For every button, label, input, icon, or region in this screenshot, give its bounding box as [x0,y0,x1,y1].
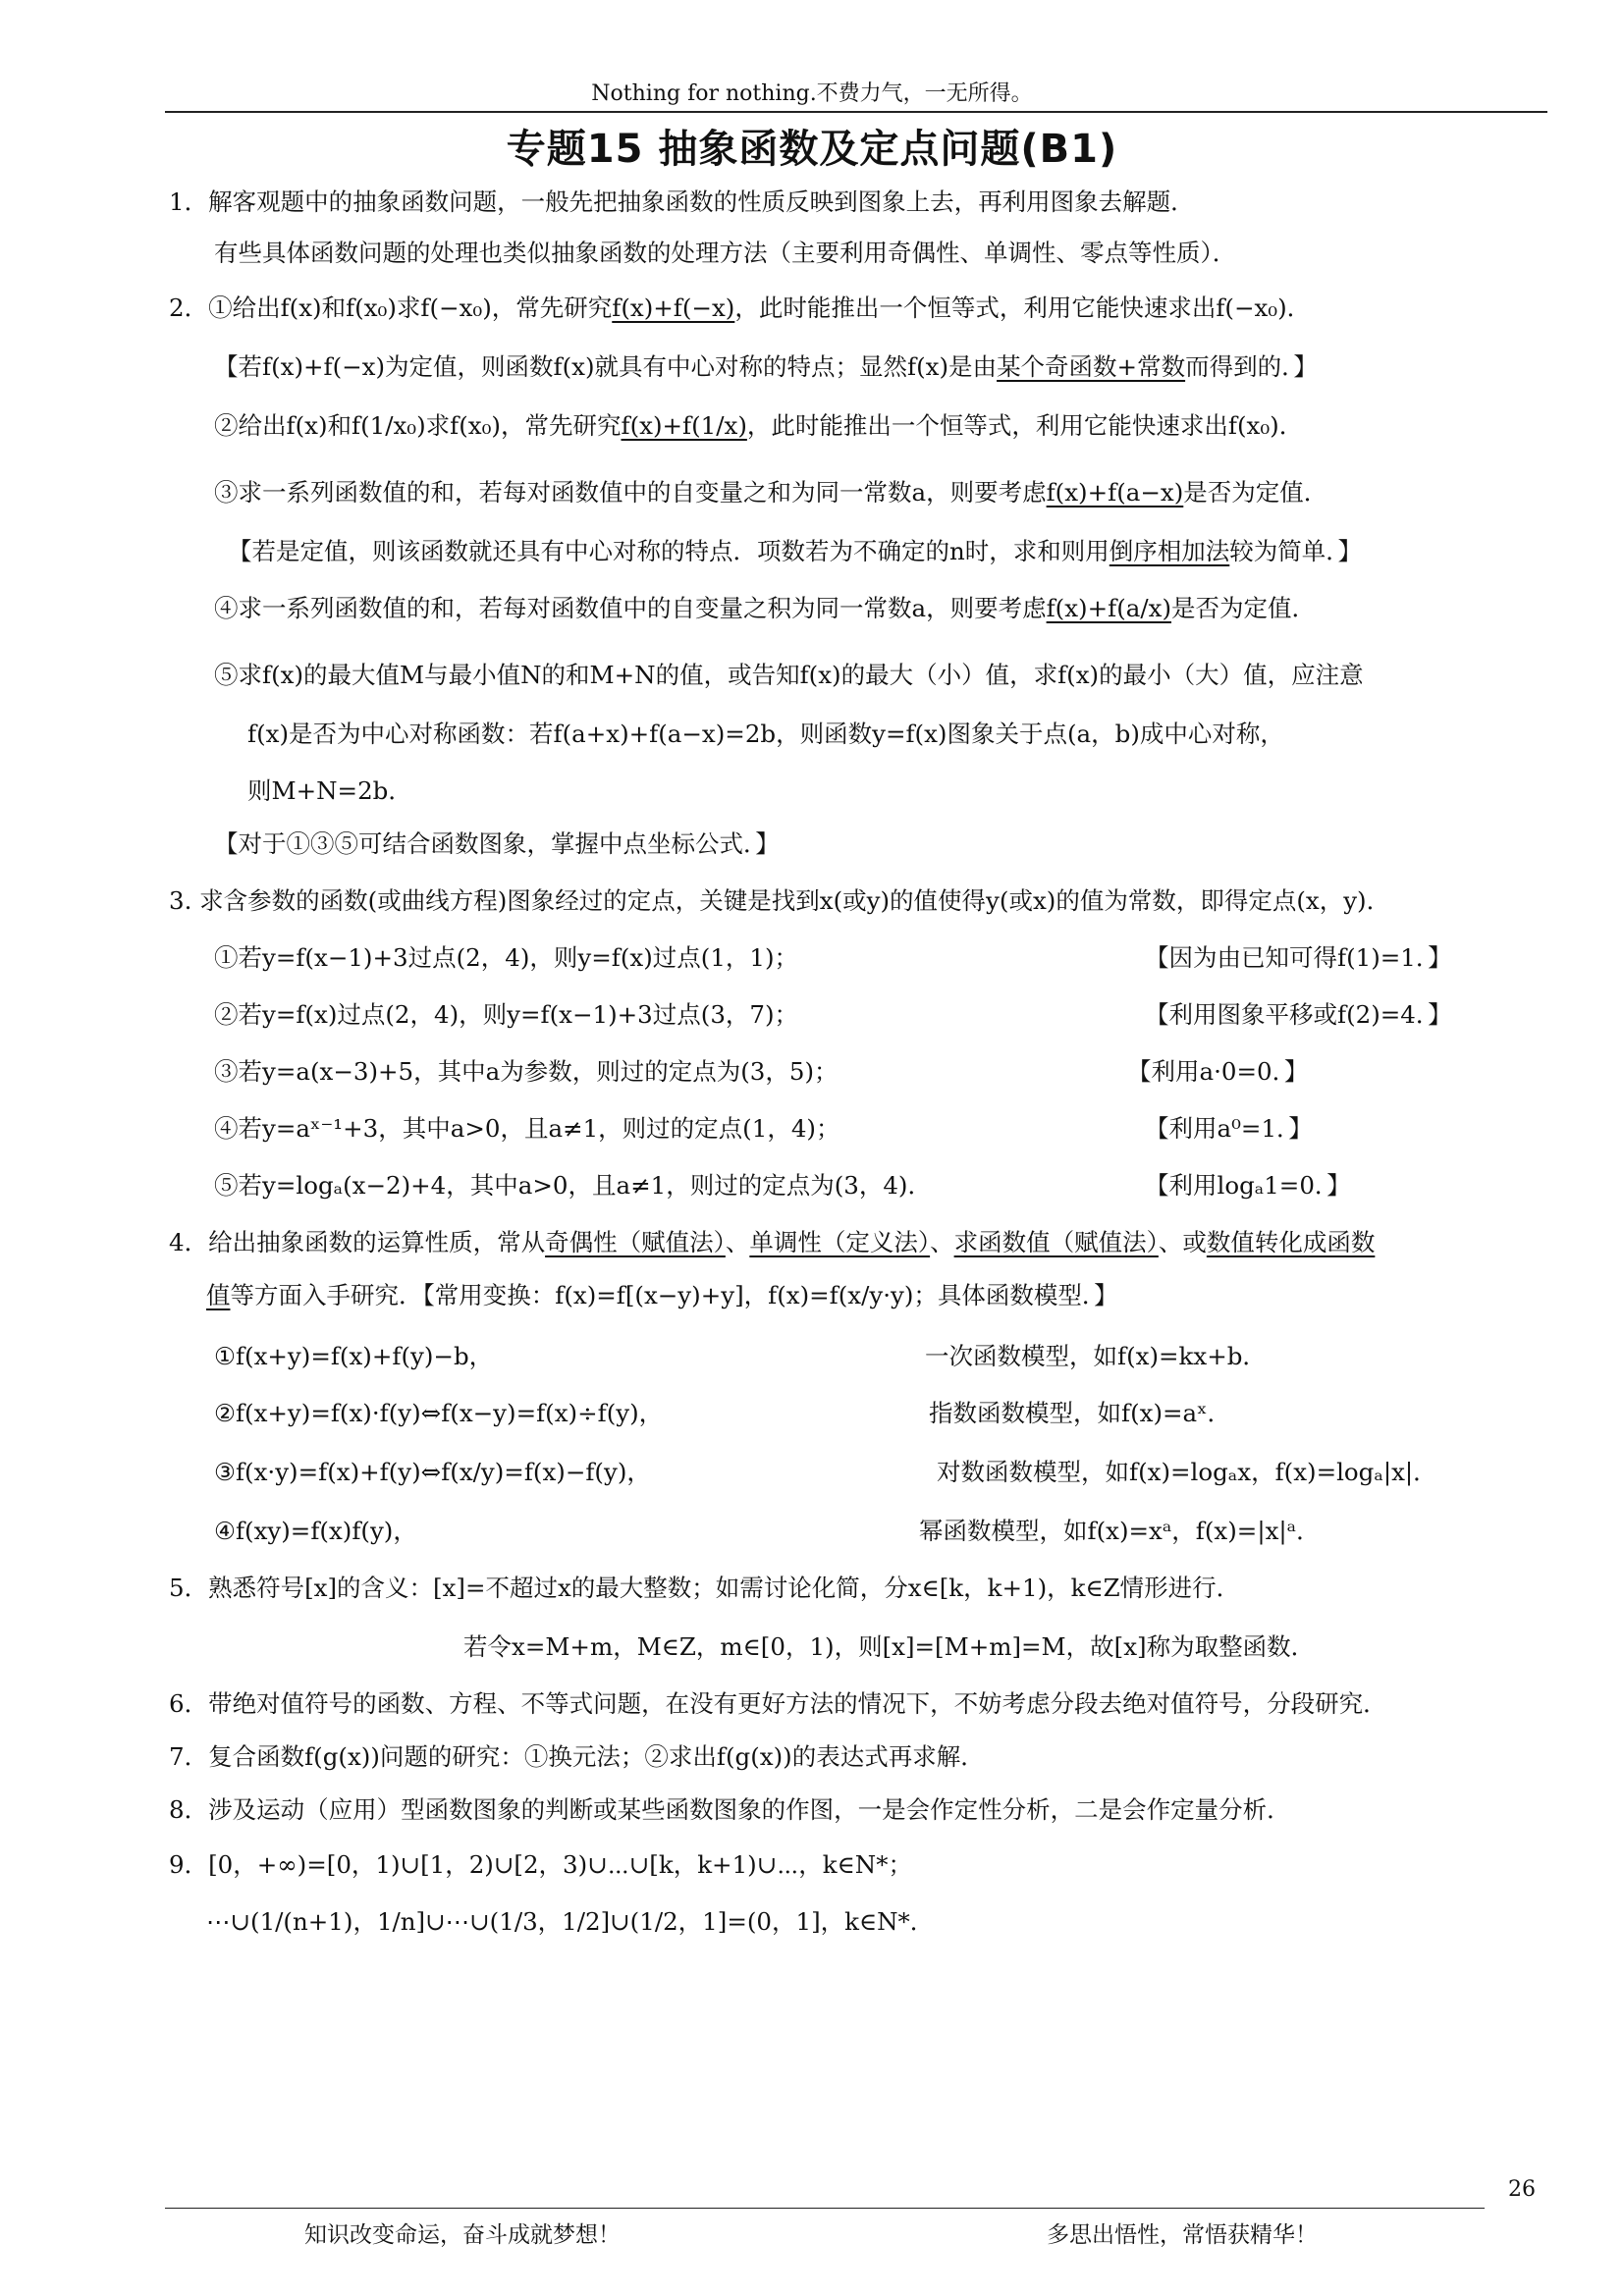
section-3-item-note: 【利用图象平移或f(2)=4．】 [1145,1000,1452,1029]
section-9-line-2: ⋯∪(1/(n+1)，1/n]∪⋯∪(1/3，1/2]∪(1/2，1]=(0，1]，k∈N*． [206,1907,935,1936]
section-4-item-text: ④f(xy)=f(x)f(y)， [214,1517,417,1545]
underlined-phrase: 值 [206,1281,231,1309]
section-3-item-text: ④若y=aˣ⁻¹+3，其中a>0，且a≠1，则过的定点(1，4)； [214,1114,840,1143]
underlined-phrase: 单调性（定义法） [749,1228,931,1256]
section-1-line-1: 1．解客观题中的抽象函数问题，一般先把抽象函数的性质反映到图象上去，再利用图象去解题． [169,187,1195,216]
section-3-item-note: 【利用a·0=0．】 [1127,1057,1309,1086]
section-2-note-1: 【若f(x)+f(−x)为定值，则函数f(x)就具有中心对称的特点；显然f(x)是由某个奇函数+常数而得到的．】 [214,352,1318,381]
section-5-line-2: 若令x=M+m，M∈Z，m∈[0，1)，则[x]=[M+m]=M，故[x]称为取整函数． [463,1632,1316,1661]
underlined-phrase: 倒序相加法 [1109,537,1230,565]
underlined-phrase: 数值转化成函数 [1206,1228,1376,1256]
underlined-expression: f(x)+f(−x) [612,294,735,322]
section-2-point-1: 2．①给出f(x)和f(x₀)求f(−x₀)，常先研究f(x)+f(−x)，此时能推出一个恒等式，利用它能快速求出f(−x₀)． [169,294,1312,322]
footer-left-motto: 知识改变命运，奋斗成就梦想！ [304,2222,621,2248]
section-4-line-1: 4．给出抽象函数的运算性质，常从奇偶性（赋值法）、单调性（定义法）、求函数值（赋值法）、或数值转化成函数 [169,1228,1376,1256]
section-3-item-note: 【利用a⁰=1．】 [1145,1114,1313,1143]
underlined-expression: f(x)+f(a/x) [1046,594,1172,622]
section-3-intro: 3. 求含参数的函数(或曲线方程)图象经过的定点，关键是找到x(或y)的值使得y(或x)的值为常数，即得定点(x，y)． [169,886,1391,915]
section-2-point-2: ②给出f(x)和f(1/x₀)求f(x₀)，常先研究f(x)+f(1/x)，此时能推出一个恒等式，利用它能快速求出f(x₀)． [214,411,1304,440]
page-number: 26 [1508,2177,1536,2202]
header-rule [165,111,1547,113]
footer-right-motto: 多思出悟性，常悟获精华！ [1047,2222,1318,2248]
section-4-item-model: 对数函数模型，如f(x)=logₐx，f(x)=logₐ|x|． [937,1458,1437,1486]
section-5-line-1: 5．熟悉符号[x]的含义：[x]=不超过x的最大整数；如需讨论化简，分x∈[k，k+1)，k∈Z情形进行． [169,1574,1241,1602]
section-4-line-2: 值等方面入手研究．【常用变换：f(x)=f[(x−y)+y]，f(x)=f(x/y·y)；具体函数模型．】 [206,1281,1118,1309]
section-7: 7．复合函数f(g(x))问题的研究：①换元法；②求出f(g(x))的表达式再求解． [169,1742,985,1771]
section-1-line-2: 有些具体函数问题的处理也类似抽象函数的处理方法（主要利用奇偶性、单调性、零点等性质）． [214,239,1237,267]
section-3-item-text: ③若y=a(x−3)+5，其中a为参数，则过的定点为(3，5)； [214,1057,839,1086]
section-3-item-text: ①若y=f(x−1)+3过点(2，4)，则y=f(x)过点(1，1)； [214,943,799,972]
section-3-item-text: ⑤若y=logₐ(x−2)+4，其中a>0，且a≠1，则过的定点为(3，4)． [214,1171,932,1200]
section-2-point-5-line-1: ⑤求f(x)的最大值M与最小值N的和M+N的值，或告知f(x)的最大（小）值，求f(x)的最小（大）值，应注意 [214,661,1364,689]
section-3-item-note: 【利用logₐ1=0．】 [1145,1171,1351,1200]
underlined-phrase: 奇偶性（赋值法） [545,1228,726,1256]
section-2-point-3: ③求一系列函数值的和，若每对函数值中的自变量之和为同一常数a，则要考虑f(x)+f(a−x)是否为定值． [214,478,1328,507]
underlined-expression: f(x)+f(1/x) [621,411,747,440]
section-4-item-text: ②f(x+y)=f(x)·f(y)⇔f(x−y)=f(x)÷f(y)， [214,1399,664,1427]
section-3-item-note: 【因为由已知可得f(1)=1．】 [1145,943,1452,972]
underlined-phrase: 某个奇函数+常数 [997,352,1186,381]
page-title: 专题15 抽象函数及定点问题(B1) [506,127,1118,172]
underlined-phrase: 求函数值（赋值法） [953,1228,1159,1256]
section-2-point-4: ④求一系列函数值的和，若每对函数值中的自变量之积为同一常数a，则要考虑f(x)+f(a/x)是否为定值． [214,594,1317,622]
section-2-note-3: 【若是定值，则该函数就还具有中心对称的特点．项数若为不确定的n时，求和则用倒序相加法较为简单．】 [228,537,1363,565]
section-9-line-1: 9．[0，+∞)=[0，1)∪[1，2)∪[2，3)∪⋯∪[k，k+1)∪⋯，k∈N*； [169,1850,912,1879]
footer-rule [165,2208,1485,2209]
section-4-item-text: ①f(x+y)=f(x)+f(y)−b， [214,1342,494,1370]
section-3-item-text: ②若y=f(x)过点(2，4)，则y=f(x−1)+3过点(3，7)； [214,1000,799,1029]
section-4-item-model: 指数函数模型，如f(x)=aˣ． [929,1399,1232,1427]
section-4-item-model: 一次函数模型，如f(x)=kx+b． [925,1342,1267,1370]
section-2-point-5-line-2: f(x)是否为中心对称函数：若f(a+x)+f(a−x)=2b，则函数y=f(x)图象关于点(a，b)成中心对称， [247,720,1284,748]
section-2-note-5: 【对于①③⑤可结合函数图象，掌握中点坐标公式．】 [214,829,780,858]
section-4-item-text: ③f(x·y)=f(x)+f(y)⇔f(x/y)=f(x)−f(y)， [214,1458,651,1486]
underlined-expression: f(x)+f(a−x) [1046,478,1184,507]
section-6: 6．带绝对值符号的函数、方程、不等式问题，在没有更好方法的情况下，不妨考虑分段去绝对值符号，分段研究． [169,1689,1387,1718]
page-header: Nothing for nothing.不费力气，一无所得。 [591,81,1033,106]
section-4-item-model: 幂函数模型，如f(x)=xᵃ，f(x)=|x|ᵃ． [919,1517,1321,1545]
section-2-point-5-line-3: 则M+N=2b． [247,776,412,805]
section-8: 8．涉及运动（应用）型函数图象的判断或某些函数图象的作图，一是会作定性分析，二是会作定量分析． [169,1795,1291,1824]
